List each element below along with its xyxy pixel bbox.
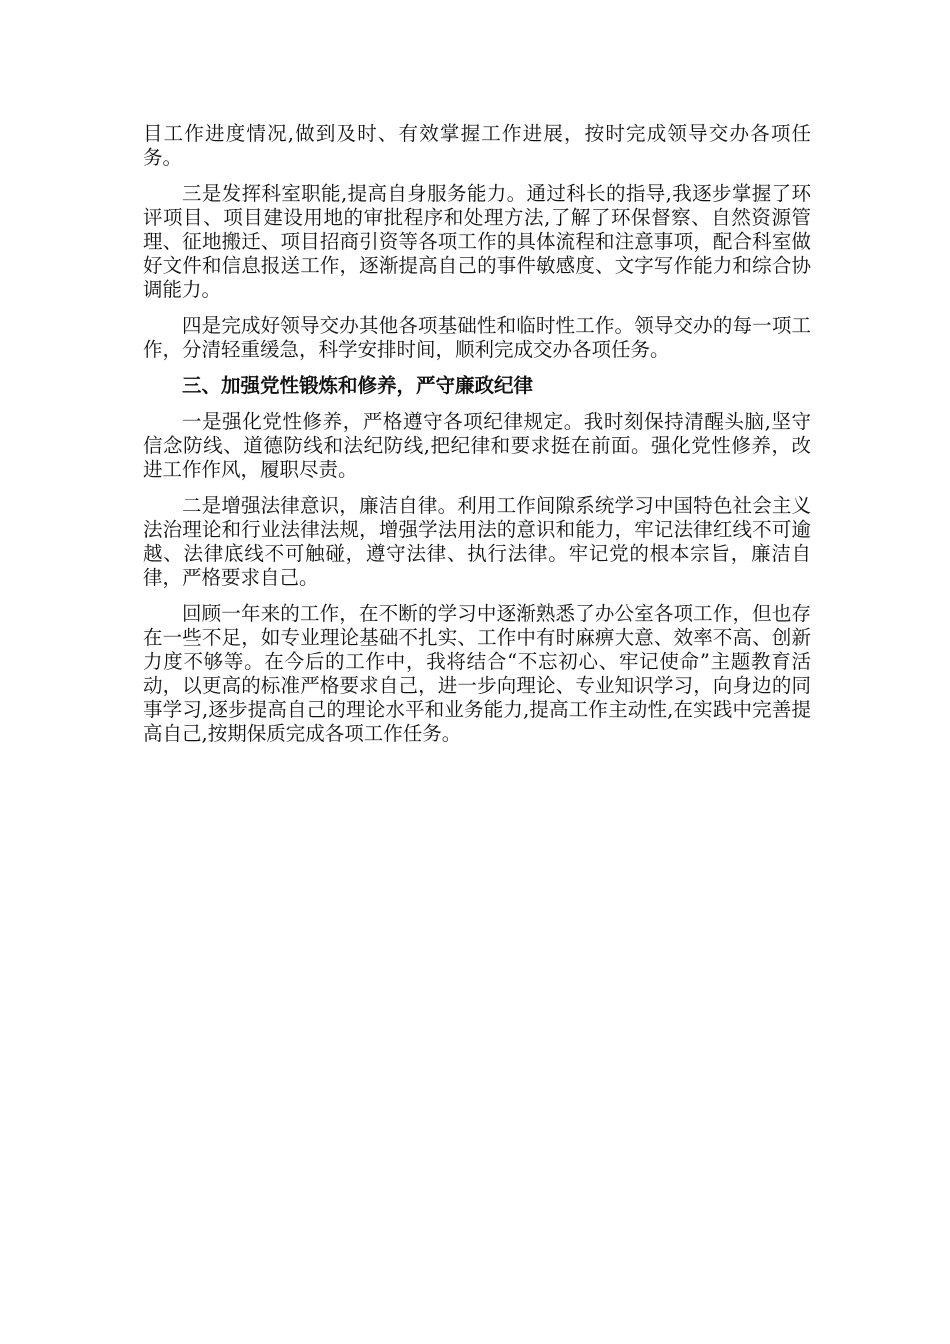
paragraph-continuation: 目工作进度情况,做到及时、有效掌握工作进展，按时完成领导交办各项任务。 — [143, 122, 811, 169]
paragraph-item-four: 四是完成好领导交办其他各项基础性和临时性工作。领导交办的每一项工作，分清轻重缓急，科学安排时间，顺利完成交办各项任务。 — [143, 314, 811, 361]
section-heading: 三、加强党性锻炼和修养，严守廉政纪律 — [182, 374, 534, 397]
document-page — [143, 122, 811, 758]
paragraph-review: 回顾一年来的工作，在不断的学习中逐渐熟悉了办公室各项工作，但也存在一些不足，如专业理论基础不扎实、工作中有时麻痹大意、效率不高、创新力度不够等。在今后的工作中，我将结合“不忘初心、牢记使命”主题教育活动，以更高的标准严格要求自己，进一步向理论、专业知识学习，向身边的同事学习,逐步提高自己的理论水平和业务能力,提高工作主动性,在实践中完善提高自己,按期保质完成各项工作任务。 — [143, 602, 811, 745]
paragraph-item-two: 二是增强法律意识，廉洁自律。利用工作间隙系统学习中国特色社会主义法治理论和行业法律法规，增强学法用法的意识和能力，牢记法律红线不可逾越、法律底线不可触碰，遵守法律、执行法律。牢记党的根本宗旨，廉洁自律，严格要求自己。 — [143, 494, 811, 589]
paragraph-item-one: 一是强化党性修养，严格遵守各项纪律规定。我时刻保持清醒头脑,坚守信念防线、道德防线和法纪防线,把纪律和要求挺在前面。强化党性修养，改进工作作风，履职尽责。 — [143, 410, 811, 481]
paragraph-item-three: 三是发挥科室职能,提高自身服务能力。通过科长的指导,我逐步掌握了环评项目、项目建设用地的审批程序和处理方法,了解了环保督察、自然资源管理、征地搬迁、项目招商引资等各项工作的具体流程和注意事项，配合科室做好文件和信息报送工作，逐渐提高自己的事件敏感度、文字写作能力和综合协调能力。 — [143, 182, 811, 301]
